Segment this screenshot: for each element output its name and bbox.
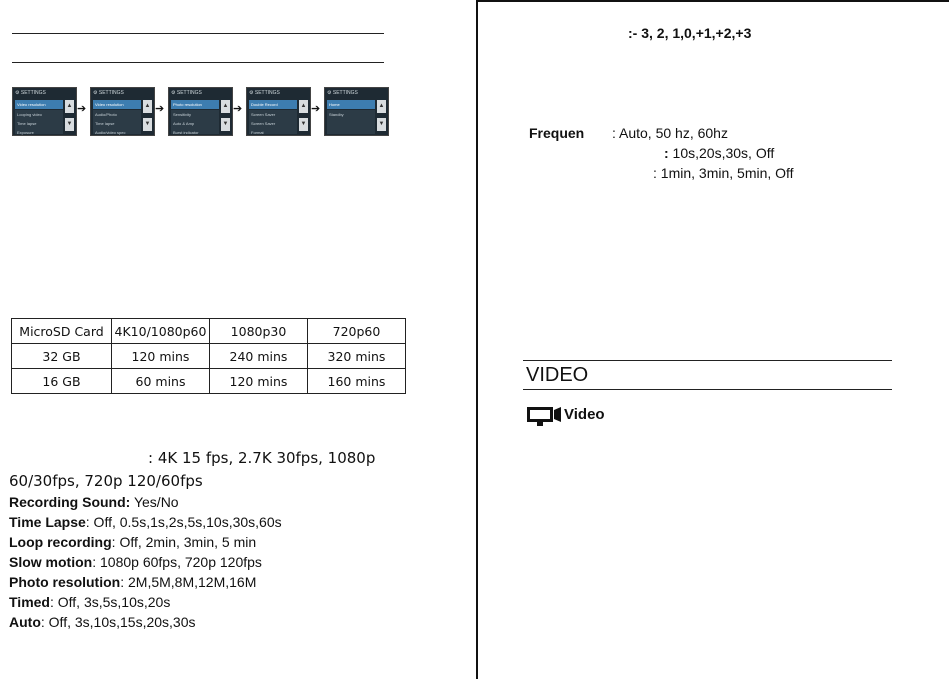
table-header-cell: 4K10/1080p60 xyxy=(112,319,210,344)
screen-header: ⚙ SETTINGS xyxy=(171,90,202,96)
screen-header: ⚙ SETTINGS xyxy=(327,90,358,96)
exposure-values: :- 3, 2, 1,0,+1,+2,+3 xyxy=(628,25,752,41)
spec-value: : Off, 3s,5s,10s,20s xyxy=(49,594,171,610)
screen-row: Video resolution xyxy=(93,100,141,109)
scroll-up-icon: ▲ xyxy=(377,100,386,113)
scroll-down-icon: ▼ xyxy=(65,118,74,131)
screen-row: Home xyxy=(327,100,375,109)
settings-screen-2 xyxy=(90,87,155,136)
spec-value: Yes/No xyxy=(130,494,179,510)
table-cell: 320 mins xyxy=(308,344,406,369)
spec-photo-resolution xyxy=(9,572,256,592)
screen-row: Burst indicator xyxy=(171,128,219,134)
spec-value: : 1080p 60fps, 720p 120fps xyxy=(92,554,262,570)
screen-header: ⚙ SETTINGS xyxy=(93,90,124,96)
scroll-down-icon: ▼ xyxy=(299,118,308,131)
screen-row: Audio/Photo xyxy=(93,110,141,119)
frequency-value: : Auto, 50 hz, 60hz xyxy=(612,125,728,141)
frequency-label: Frequen xyxy=(529,125,585,141)
top-rule-2 xyxy=(12,62,384,63)
scroll-up-icon: ▲ xyxy=(299,100,308,113)
scroll-up-icon: ▲ xyxy=(143,100,152,113)
settings-screen-3 xyxy=(168,87,233,136)
screen-row: Photo resolution xyxy=(171,100,219,109)
section-title: VIDEO xyxy=(526,364,589,386)
spec-value: : 2M,5M,8M,12M,16M xyxy=(120,574,257,590)
arrow-right-icon: ➔ xyxy=(77,103,87,115)
scroll-down-icon: ▼ xyxy=(143,118,152,131)
storage-table xyxy=(11,318,406,394)
screen-row: Audio/video spec xyxy=(93,128,141,134)
scroll-up-icon: ▲ xyxy=(65,100,74,113)
screen-row: Sensitivity xyxy=(171,110,219,119)
spec-label: Time Lapse xyxy=(9,514,86,530)
settings-screens-flow xyxy=(12,87,392,135)
video-camera-icon xyxy=(526,405,562,427)
screen-row xyxy=(327,119,375,128)
spec-auto xyxy=(9,612,196,632)
section-rule-bottom xyxy=(523,389,892,390)
video-label: Video xyxy=(564,406,605,423)
screen-row: Double Record xyxy=(249,100,297,109)
interval-value: 10s,20s,30s, Off xyxy=(668,145,775,161)
screen-row: Video resolution xyxy=(15,100,63,109)
table-cell: 60 mins xyxy=(112,369,210,394)
section-rule-top xyxy=(523,360,892,361)
spec-recording-sound xyxy=(9,492,179,512)
spec-value: : Off, 2min, 3min, 5 min xyxy=(111,534,257,550)
table-cell: 32 GB xyxy=(12,344,112,369)
table-cell: 240 mins xyxy=(210,344,308,369)
scroll-up-icon: ▲ xyxy=(221,100,230,113)
settings-screen-4 xyxy=(246,87,311,136)
table-row xyxy=(12,344,406,369)
spec-value: : Off, 0.5s,1s,2s,5s,10s,30s,60s xyxy=(85,514,282,530)
screen-row: Standby xyxy=(327,110,375,119)
screen-row: Screen Saver xyxy=(249,110,297,119)
resolution-line-1: : 4K 15 fps, 2.7K 30fps, 1080p xyxy=(148,449,376,467)
settings-screen-1 xyxy=(12,87,77,136)
arrow-right-icon: ➔ xyxy=(233,103,243,115)
scroll-down-icon: ▼ xyxy=(221,118,230,131)
screen-row: Format xyxy=(249,128,297,134)
screen-row: Time lapse xyxy=(15,119,63,128)
table-header-row xyxy=(12,319,406,344)
screen-row: Exposure xyxy=(15,128,63,134)
spec-label: Timed xyxy=(9,594,50,610)
spec-slow-motion xyxy=(9,552,262,572)
table-cell: 120 mins xyxy=(112,344,210,369)
spec-label: Photo resolution xyxy=(9,574,121,590)
spec-label: Recording Sound: xyxy=(9,494,131,510)
screen-row: Auto & Amp xyxy=(171,119,219,128)
spec-label: Slow motion xyxy=(9,554,93,570)
arrow-right-icon: ➔ xyxy=(155,103,165,115)
screen-row xyxy=(327,128,375,134)
table-cell: 16 GB xyxy=(12,369,112,394)
right-page-frame xyxy=(476,0,949,679)
spec-label: Auto xyxy=(9,614,41,630)
minutes-value: : 1min, 3min, 5min, Off xyxy=(653,165,794,181)
scroll-down-icon: ▼ xyxy=(377,118,386,131)
resolution-line-2: 60/30fps, 720p 120/60fps xyxy=(9,472,203,490)
screen-row: Looping video xyxy=(15,110,63,119)
table-row xyxy=(12,369,406,394)
settings-screen-5 xyxy=(324,87,389,136)
spec-value: : Off, 3s,10s,15s,20s,30s xyxy=(40,614,196,630)
top-rule-1 xyxy=(12,33,384,34)
screen-header: ⚙ SETTINGS xyxy=(249,90,280,96)
spec-loop-recording xyxy=(9,532,256,552)
spec-time-lapse xyxy=(9,512,282,532)
screen-row: Time lapse xyxy=(93,119,141,128)
interval-row xyxy=(664,145,774,161)
table-cell: 160 mins xyxy=(308,369,406,394)
interval-colon: : xyxy=(664,145,669,161)
arrow-right-icon: ➔ xyxy=(311,103,321,115)
spec-timed xyxy=(9,592,170,612)
screen-header: ⚙ SETTINGS xyxy=(15,90,46,96)
table-header-cell: 1080p30 xyxy=(210,319,308,344)
screen-row: Screen Saver xyxy=(249,119,297,128)
table-header-cell: 720p60 xyxy=(308,319,406,344)
table-header-cell: MicroSD Card xyxy=(12,319,112,344)
spec-label: Loop recording xyxy=(9,534,112,550)
table-cell: 120 mins xyxy=(210,369,308,394)
